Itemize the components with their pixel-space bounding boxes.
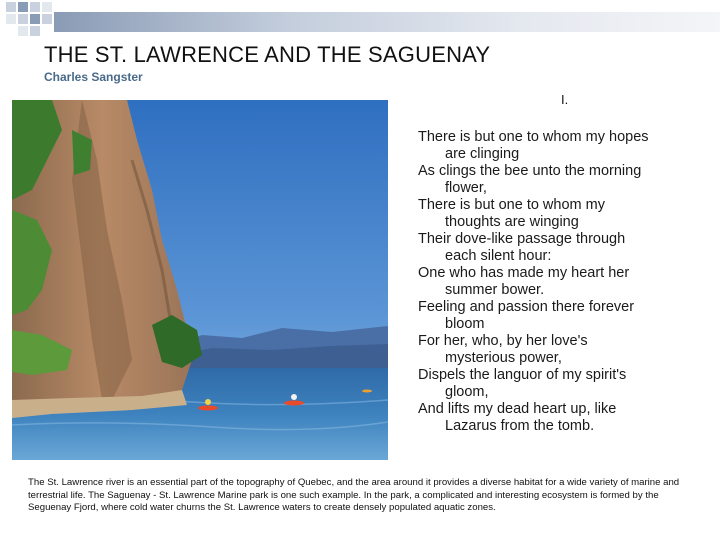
poem-line [418,401,708,435]
deco-square [18,14,28,24]
poem-line-continuation: gloom, [445,384,489,400]
poem-line [418,265,708,299]
slide-title: THE ST. LAWRENCE AND THE SAGUENAY [44,42,491,67]
poem-line-continuation: each silent hour: [445,248,552,264]
section-number: I. [561,92,569,107]
poem-line [418,163,708,197]
poem-line-text: And lifts my dead heart up, like [418,401,617,417]
header-bar [54,12,720,32]
deco-square [42,14,52,24]
poem-line [418,129,708,163]
author-name: Charles Sangster [44,70,143,84]
poem-line [418,197,708,231]
poem-line-text: For her, who, by her love's [418,333,588,349]
poem-line-continuation: flower, [445,180,487,196]
poem-line-continuation: summer bower. [445,282,545,298]
poem-line-continuation: are clinging [445,146,520,162]
poem-line [418,367,708,401]
deco-square [42,2,52,12]
photo-caption: The St. Lawrence river is an essential part of the topography of Quebec, and the area around it provides a diverse habitat for a wide variety of marine and terrestrial life. The Saguenay - St. Lawrence Marine park is one such example. In the park, a complicated and interesting ecosystem is formed by the Seguenay Fjord, where cold water churns the St. Lawrence waters to create densely populated aquatic zones. [28,477,680,514]
poem-line-text: Dispels the languor of my spirit's [418,367,627,383]
deco-square [18,2,28,12]
poem-line [418,333,708,367]
saguenay-fjord-kayaks-photo [12,100,388,460]
poem-line-text: Their dove-like passage through [418,231,626,247]
deco-square [30,26,40,36]
poem-line-continuation: bloom [445,316,485,332]
deco-square [6,2,16,12]
poem-line-text: Feeling and passion there forever [418,299,635,315]
poem-line-text: One who has made my heart her [418,265,630,281]
poem-line [418,231,708,265]
poem-line-text: As clings the bee unto the morning [418,163,642,179]
poem-line-text: There is but one to whom my hopes [418,129,649,145]
deco-square [30,2,40,12]
deco-square [6,14,16,24]
deco-square [30,14,40,24]
poem-line-continuation: Lazarus from the tomb. [445,418,595,434]
poem-line-continuation: mysterious power, [445,350,562,366]
poem-stanza [418,129,708,435]
poem-line-continuation: thoughts are winging [445,214,579,230]
poem-line-text: There is but one to whom my [418,197,605,213]
deco-square [18,26,28,36]
poem-line [418,299,708,333]
